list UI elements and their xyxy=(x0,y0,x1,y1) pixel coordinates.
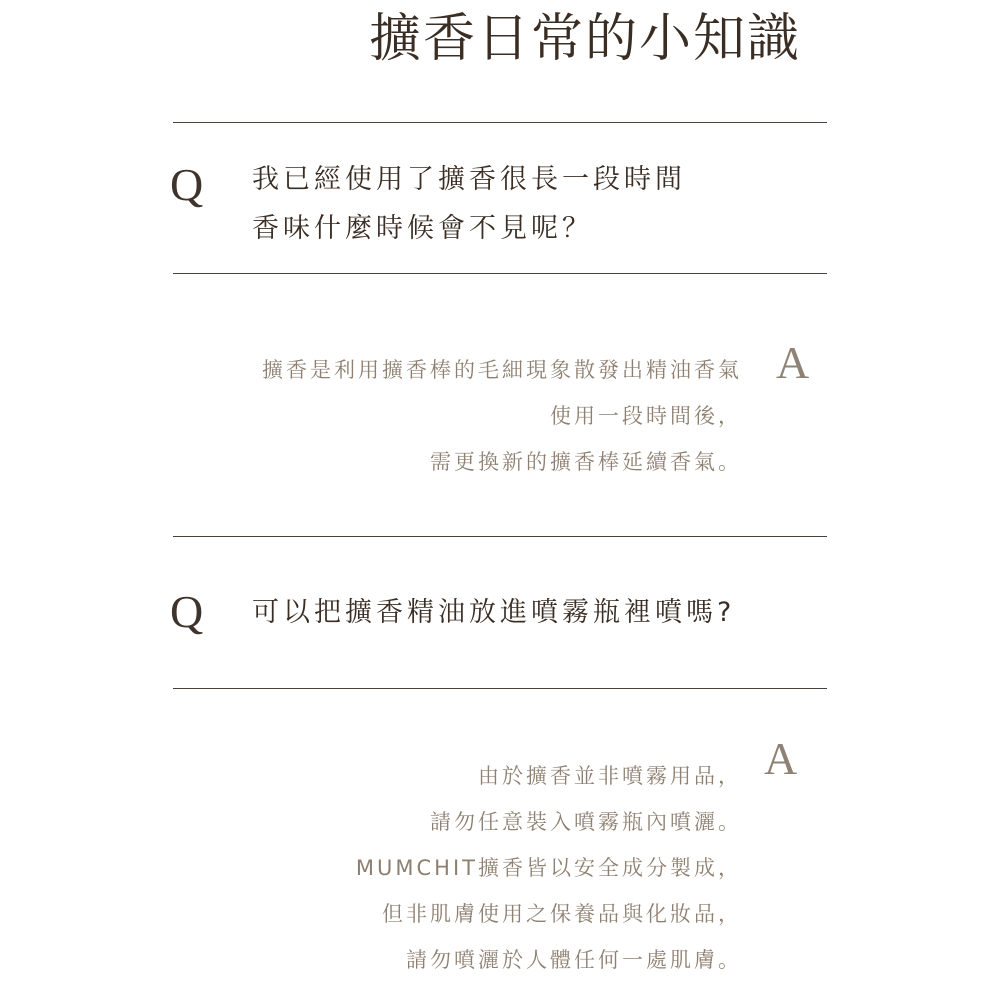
answer-1-line-3: 需更換新的擴香棒延續香氣。 xyxy=(430,450,742,474)
answer-2 xyxy=(356,753,742,983)
question-mark-2: Q xyxy=(170,586,204,637)
answer-2-line-4: 但非肌膚使用之保養品與化妝品， xyxy=(382,902,742,926)
answer-1 xyxy=(262,347,742,485)
question-2 xyxy=(252,588,735,637)
answer-1-line-1: 擴香是利用擴香棒的毛細現象散發出精油香氣 xyxy=(262,358,742,382)
question-2-line-1: 可以把擴香精油放進噴霧瓶裡噴嗎? xyxy=(252,597,736,628)
answer-1-line-2: 使用一段時間後， xyxy=(550,404,742,428)
answer-mark-2: A xyxy=(764,733,798,784)
divider xyxy=(173,688,827,689)
answer-2-line-2: 請勿任意裝入噴霧瓶內噴灑。 xyxy=(430,810,742,834)
divider xyxy=(173,273,827,274)
question-mark-1: Q xyxy=(170,159,204,210)
divider xyxy=(173,122,827,123)
answer-mark-1: A xyxy=(776,337,810,388)
answer-2-line-1: 由於擴香並非噴霧用品， xyxy=(478,764,742,788)
question-1-line-2: 香味什麼時候會不見呢？ xyxy=(252,213,593,244)
page-title: 擴香日常的小知識 xyxy=(368,9,801,69)
answer-2-line-3: MUMCHIT擴香皆以安全成分製成， xyxy=(355,856,742,880)
answer-2-line-5: 請勿噴灑於人體任何一處肌膚。 xyxy=(406,948,742,972)
divider xyxy=(173,536,827,537)
question-1 xyxy=(252,155,686,253)
question-1-line-1: 我已經使用了擴香很長一段時間 xyxy=(252,164,686,195)
